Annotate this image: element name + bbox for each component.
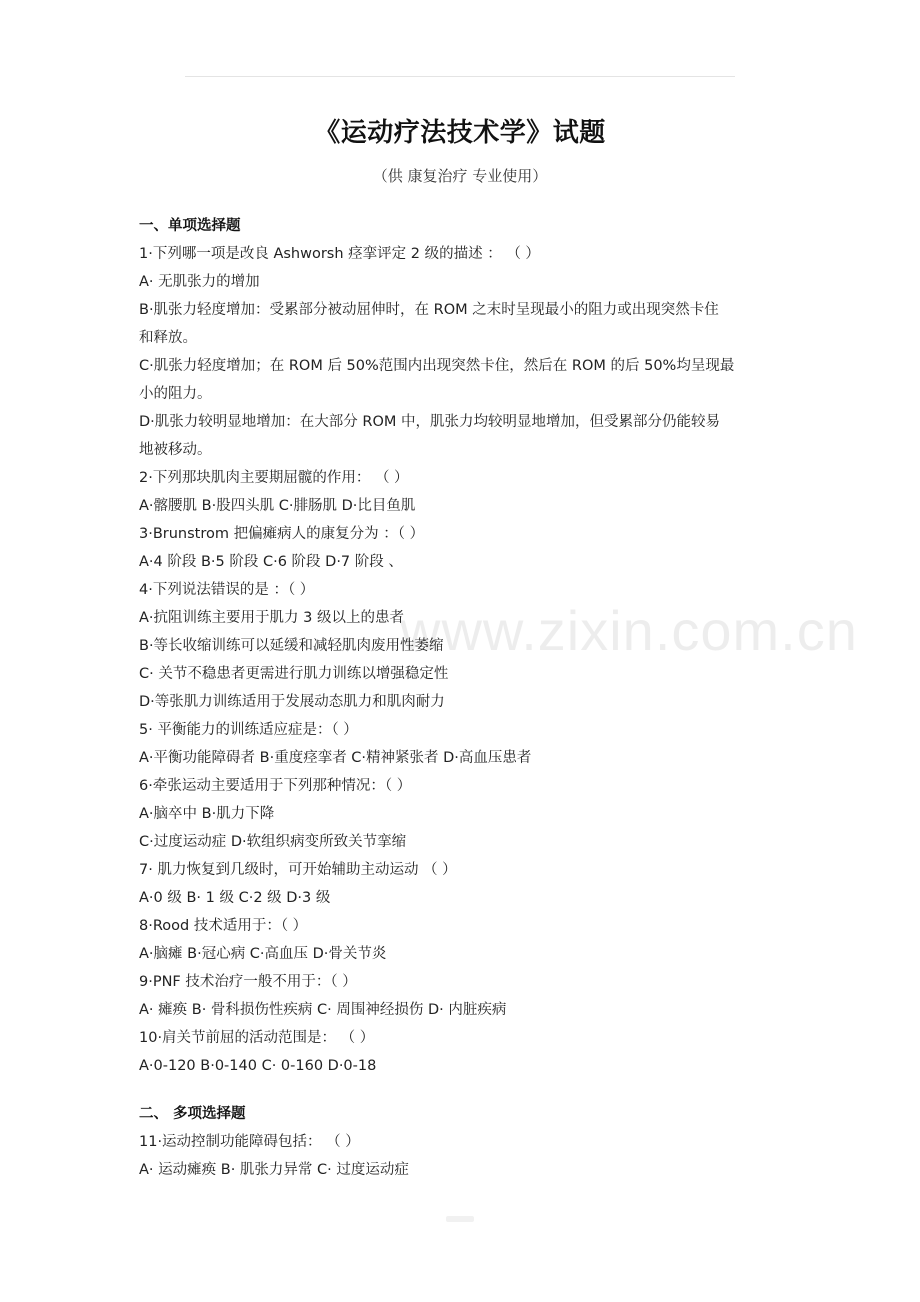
question-line: 4·下列说法错误的是 ：（ ） bbox=[139, 582, 315, 598]
question-line: A·抗阻训练主要用于肌力 3 级以上的患者 bbox=[139, 610, 404, 626]
question-line: C·肌张力轻度增加；在 ROM 后 50%范围内出现突然卡住，然后在 ROM 的后 50%均呈现最 bbox=[139, 358, 735, 374]
question-line: 2·下列那块肌肉主要期屈髋的作用： （ ） bbox=[139, 470, 409, 486]
footer-mark bbox=[446, 1216, 474, 1222]
question-line: D·等张肌力训练适用于发展动态肌力和肌肉耐力 bbox=[139, 694, 445, 710]
question-line: A·髂腰肌 B·股四头肌 C·腓肠肌 D·比目鱼肌 bbox=[139, 498, 416, 514]
question-line: A· 运动瘫痪 B· 肌张力异常 C· 过度运动症 bbox=[139, 1162, 409, 1178]
question-line: 3·Brunstrom 把偏瘫病人的康复分为 ：（ ） bbox=[139, 526, 425, 542]
document-subtitle: （供 康复治疗 专业使用） bbox=[372, 167, 548, 185]
question-line: D·肌张力较明显地增加：在大部分 ROM 中，肌张力均较明显地增加，但受累部分仍能较易 bbox=[139, 414, 720, 430]
question-line: A·0 级 B· 1 级 C·2 级 D·3 级 bbox=[139, 890, 331, 906]
question-line: A·4 阶段 B·5 阶段 C·6 阶段 D·7 阶段 、 bbox=[139, 554, 403, 570]
question-line: A·平衡功能障碍者 B·重度痉挛者 C·精神紧张者 D·高血压患者 bbox=[139, 750, 532, 766]
question-line: A·0-120 B·0-140 C· 0-160 D·0-18 bbox=[139, 1058, 377, 1074]
question-section bbox=[139, 1100, 789, 1184]
question-line: A· 瘫痪 B· 骨科损伤性疾病 C· 周围神经损伤 D· 内脏疾病 bbox=[139, 1002, 507, 1018]
question-section bbox=[139, 212, 789, 1080]
question-line: C· 关节不稳患者更需进行肌力训练以增强稳定性 bbox=[139, 666, 449, 682]
sections-container bbox=[139, 212, 789, 1184]
question-line: A·脑瘫 B·冠心病 C·高血压 D·骨关节炎 bbox=[139, 946, 387, 962]
question-content bbox=[139, 212, 789, 1184]
question-line: 10·肩关节前屈的活动范围是： （ ） bbox=[139, 1030, 375, 1046]
question-line: 地被移动。 bbox=[139, 442, 212, 458]
question-line: B·肌张力轻度增加：受累部分被动屈伸时，在 ROM 之末时呈现最小的阻力或出现突然卡住 bbox=[139, 302, 719, 318]
question-line: B·等长收缩训练可以延缓和减轻肌肉废用性萎缩 bbox=[139, 638, 444, 654]
document-title: 《运动疗法技术学》试题 bbox=[314, 118, 606, 148]
header-rule bbox=[185, 76, 735, 77]
question-line: 小的阻力。 bbox=[139, 386, 212, 402]
question-line: 7· 肌力恢复到几级时，可开始辅助主动运动 （ ） bbox=[139, 862, 457, 878]
question-line: 11·运动控制功能障碍包括： （ ） bbox=[139, 1134, 360, 1150]
question-line: 6·牵张运动主要适用于下列那种情况：（ ） bbox=[139, 778, 412, 794]
question-line: A·脑卒中 B·肌力下降 bbox=[139, 806, 275, 822]
question-line: 和释放。 bbox=[139, 330, 197, 346]
question-line: 1·下列哪一项是改良 Ashworsh 痉挛评定 2 级的描述 ： （ ） bbox=[139, 246, 540, 262]
question-line: 9·PNF 技术治疗一般不用于：（ ） bbox=[139, 974, 357, 990]
question-line: 8·Rood 技术适用于：（ ） bbox=[139, 918, 308, 934]
watermark: www.zixin.com.cn bbox=[400, 599, 858, 662]
question-line: C·过度运动症 D·软组织病变所致关节挛缩 bbox=[139, 834, 407, 850]
section-gap bbox=[139, 1080, 789, 1100]
question-line: 5· 平衡能力的训练适应症是：（ ） bbox=[139, 722, 358, 738]
section-heading: 二、 多项选择题 bbox=[139, 1106, 246, 1122]
question-line: A· 无肌张力的增加 bbox=[139, 274, 260, 290]
section-heading: 一、单项选择题 bbox=[139, 218, 241, 234]
